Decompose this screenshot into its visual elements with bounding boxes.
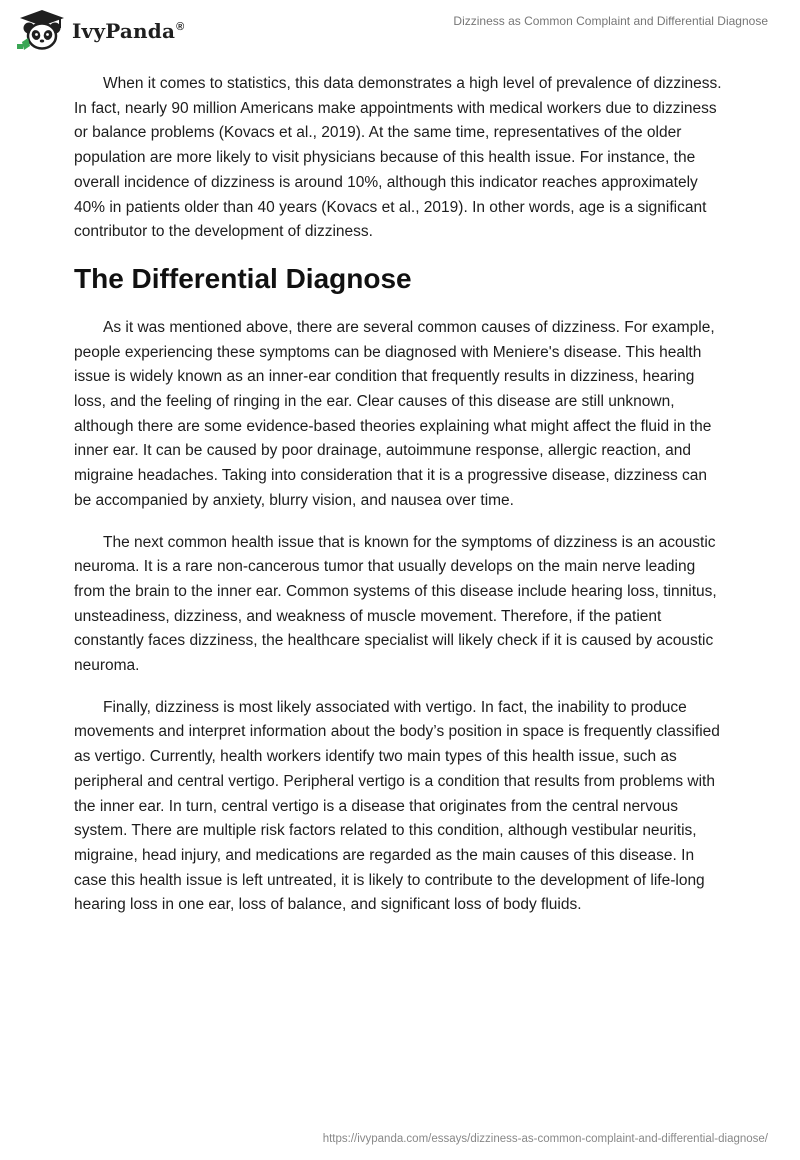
paragraph-acoustic-neuroma: The next common health issue that is known for the symptoms of dizziness is an acoustic neuroma. It is a rare non-cancerous tumor that usually develops on the main nerve leading from the brain to the inner ear. Common systems of this disease include hearing loss, tinnitus, unsteadiness, dizziness, and weakness of muscle movement. Therefore, if the patient constantly faces dizziness, the healthcare specialist will likely check if it is caused by acoustic neuroma.: [74, 533, 717, 675]
source-url-link[interactable]: https://ivypanda.com/essays/dizziness-as-common-complaint-and-differential-diagnose/: [322, 1133, 768, 1145]
brand-name: [72, 19, 184, 43]
brand-name-text: IvyPanda: [72, 19, 176, 43]
paragraph-vertigo: Finally, dizziness is most likely associated with vertigo. In fact, the inability to produce movements and interpret information about the body’s position in space is frequently classified as vertigo. Currently, health workers identify two main types of this health issue, such as peripheral and central vertigo. Peripheral vertigo is a condition that results from problems with the inner ear. In turn, central vertigo is a disease that originates from the central nervous system. There are multiple risk factors related to this condition, although vestibular neuritis, migraine, head injury, and medications are regarded as the main causes of this disease. In case this health issue is left untreated, it is likely to contribute to the development of life-long hearing loss in one ear, loss of balance, and significant loss of body fluids.: [74, 698, 720, 914]
paragraph-intro: When it comes to statistics, this data demonstrates a high level of prevalence of dizziness. In fact, nearly 90 million Americans make appointments with medical workers due to dizziness or balance problems (Kovacs et al., 2019). At the same time, representatives of the older population are more likely to visit physicians because of this health issue. For instance, the overall incidence of dizziness is around 10%, although this indicator reaches approximately 40% in patients older than 40 years (Kovacs et al., 2019). In other words, age is a significant contributor to the development of dizziness.: [74, 75, 722, 241]
brand-logo[interactable]: [14, 8, 184, 52]
section-heading: The Differential Diagnose: [74, 262, 412, 294]
panda-graduate-icon: [14, 8, 70, 52]
document-title: Dizziness as Common Complaint and Differential Diagnose: [453, 14, 768, 28]
essay-content: [74, 72, 726, 935]
page-header: [0, 0, 800, 60]
registered-mark: ®: [176, 21, 185, 34]
paragraph-meniere: As it was mentioned above, there are several common causes of dizziness. For example, people experiencing these symptoms can be diagnosed with Meniere's disease. This health issue is widely known as an inner-ear condition that frequently results in dizziness, hearing loss, and the feeling of ringing in the ear. Clear causes of this disease are still unknown, although there are some evidence-based theories explaining what might affect the fluid in the inner ear. It can be caused by poor drainage, autoimmune response, allergic reaction, and migraine headaches. Taking into consideration that it is a progressive disease, dizziness can be accompanied by anxiety, blurry vision, and nausea over time.: [74, 318, 715, 509]
